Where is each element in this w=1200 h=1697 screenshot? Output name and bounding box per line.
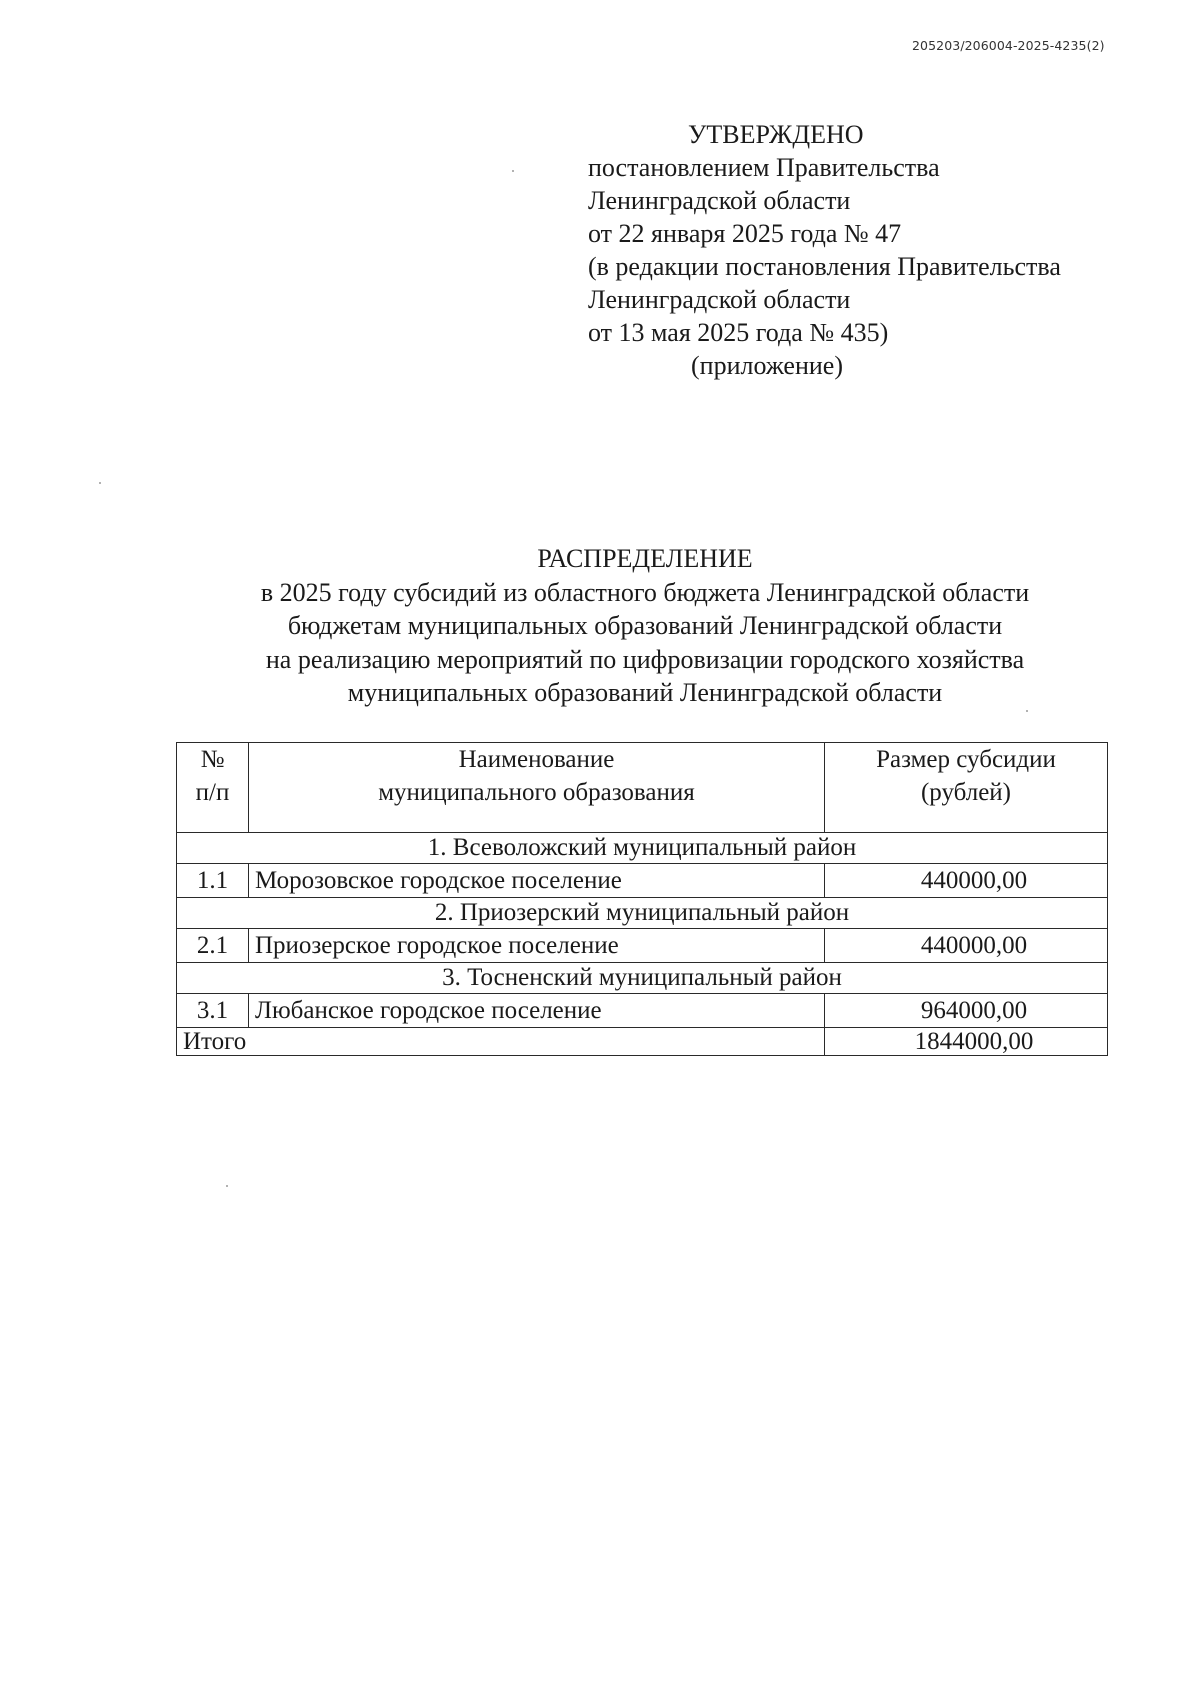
approval-title: УТВЕРЖДЕНО xyxy=(688,120,864,149)
header-name xyxy=(249,743,825,833)
scan-speck xyxy=(512,170,514,172)
district-name: 2. Приозерский муниципальный район xyxy=(177,898,1108,929)
approval-line: (в редакции постановления Правительства xyxy=(588,252,1061,281)
total-row xyxy=(177,1028,1108,1056)
subsidy-table xyxy=(176,742,1108,1056)
row-num: 1.1 xyxy=(177,864,249,898)
header-sum-line: (рублей) xyxy=(920,779,1012,806)
heading-title: РАСПРЕДЕЛЕНИЕ xyxy=(537,544,753,573)
header-name-line: муниципального образования xyxy=(378,779,695,806)
row-name: Приозерское городское поселение xyxy=(249,929,825,963)
scan-speck xyxy=(1026,710,1028,712)
table-row xyxy=(177,929,1108,963)
approval-line: Ленинградской области xyxy=(588,186,851,215)
heading-line: муниципальных образований Ленинградской области xyxy=(347,678,943,707)
scan-speck xyxy=(226,1185,228,1187)
row-sum: 964000,00 xyxy=(825,994,1108,1028)
heading-line: на реализацию мероприятий по цифровизации городского хозяйства xyxy=(265,644,1025,674)
district-name: 3. Тосненский муниципальный район xyxy=(177,963,1108,994)
header-num-line: № xyxy=(200,746,225,773)
total-label: Итого xyxy=(177,1028,825,1056)
header-num xyxy=(177,743,249,833)
approval-block xyxy=(588,118,1148,382)
approval-line: от 13 мая 2025 года № 435) xyxy=(588,318,889,347)
approval-appendix: (приложение) xyxy=(691,351,844,380)
approval-line: постановлением Правительства xyxy=(588,153,940,182)
header-sum xyxy=(825,743,1108,833)
header-num-line: п/п xyxy=(195,779,230,806)
row-name: Любанское городское поселение xyxy=(249,994,825,1028)
district-row xyxy=(177,898,1108,929)
document-id: 205203/206004-2025-4235(2) xyxy=(912,38,1105,53)
row-sum: 440000,00 xyxy=(825,929,1108,963)
row-sum: 440000,00 xyxy=(825,864,1108,898)
row-name: Морозовское городское поселение xyxy=(249,864,825,898)
heading-line: бюджетам муниципальных образований Ленинградской области xyxy=(287,611,1003,640)
header-name-line: Наименование xyxy=(458,746,615,773)
table-row xyxy=(177,864,1108,898)
header-sum-line: Размер субсидии xyxy=(876,746,1056,773)
approval-line: от 22 января 2025 года № 47 xyxy=(588,219,902,248)
row-num: 3.1 xyxy=(177,994,249,1028)
district-row xyxy=(177,963,1108,994)
scan-speck xyxy=(99,482,101,484)
table-header-row xyxy=(177,743,1108,833)
approval-line: Ленинградской области xyxy=(588,285,851,314)
row-num: 2.1 xyxy=(177,929,249,963)
heading-line: в 2025 году субсидий из областного бюджета Ленинградской области xyxy=(260,577,1030,607)
document-heading xyxy=(140,542,1150,710)
table-row xyxy=(177,994,1108,1028)
district-name: 1. Всеволожский муниципальный район xyxy=(177,833,1108,864)
total-sum: 1844000,00 xyxy=(825,1028,1108,1056)
district-row xyxy=(177,833,1108,864)
